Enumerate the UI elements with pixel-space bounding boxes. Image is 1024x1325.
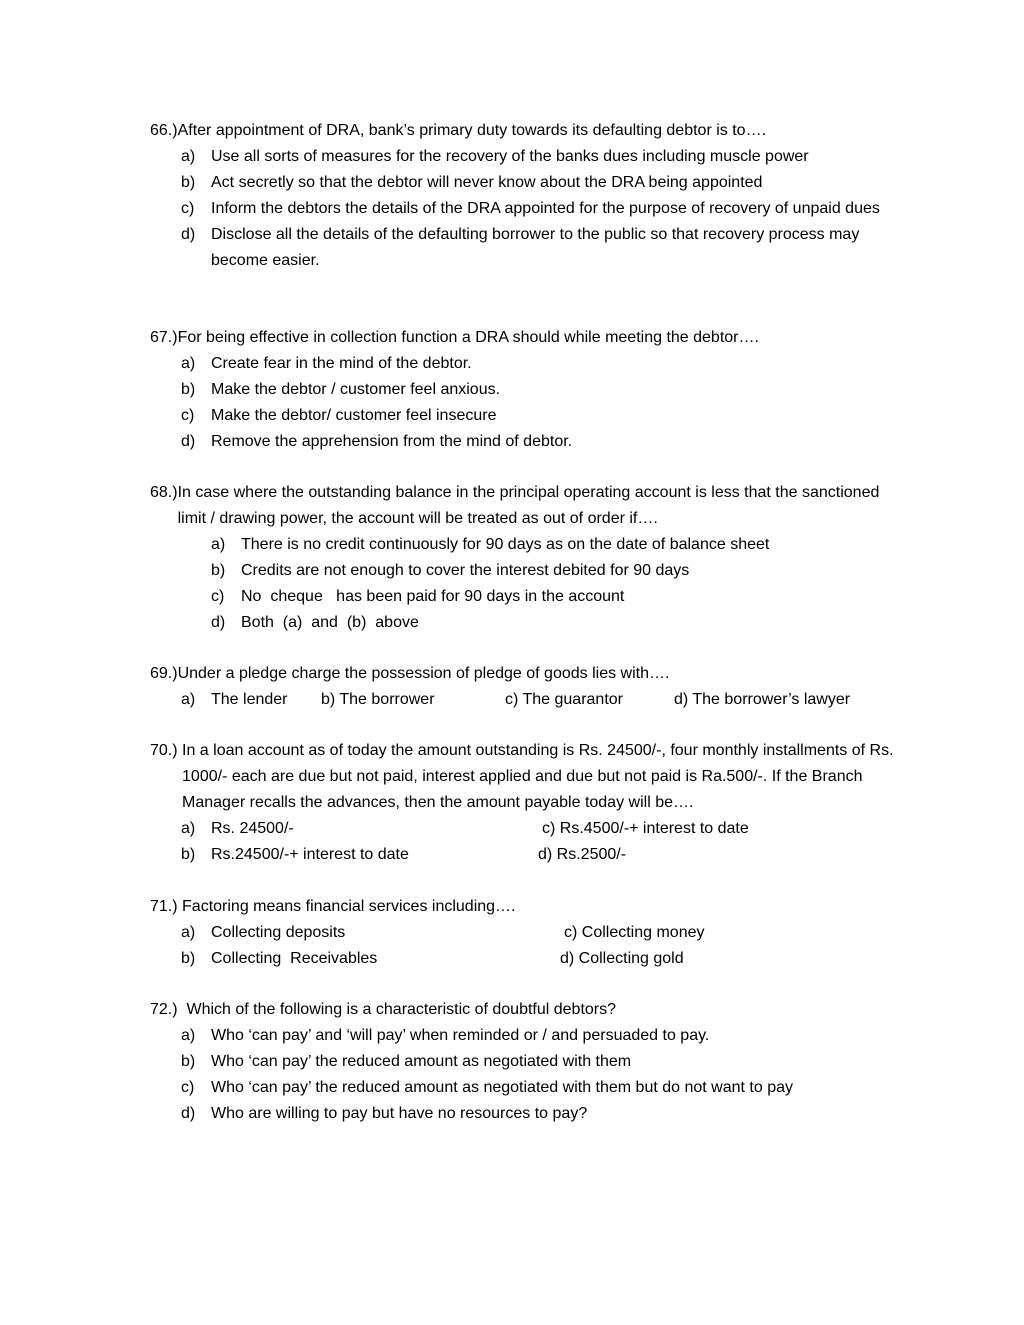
option-c bbox=[181, 196, 910, 222]
option-letter: a) bbox=[181, 820, 196, 837]
option-letter: b) bbox=[181, 1053, 196, 1070]
question-text: Factoring means financial services including…. bbox=[182, 898, 516, 915]
option-letter: a) bbox=[181, 148, 196, 165]
question-71 bbox=[150, 894, 910, 972]
option-letter: c) bbox=[181, 200, 195, 217]
option-text: Inform the debtors the details of the DRA appointed for the purpose of recovery of unpaid dues bbox=[211, 200, 880, 217]
option-a bbox=[181, 1023, 910, 1049]
option-text: There is no credit continuously for 90 days as on the date of balance sheet bbox=[241, 536, 770, 553]
question-stem bbox=[150, 325, 910, 351]
question-72 bbox=[150, 997, 910, 1127]
option-b bbox=[181, 170, 910, 196]
option-a bbox=[211, 532, 910, 558]
option-b bbox=[181, 377, 910, 403]
option-letter: b) bbox=[181, 174, 196, 191]
option-a bbox=[181, 351, 910, 377]
option-text: Use all sorts of measures for the recovery of the banks dues including muscle power bbox=[211, 148, 809, 165]
question-stem bbox=[150, 661, 910, 687]
option-text: Act secretly so that the debtor will never know about the DRA being appointed bbox=[211, 174, 763, 191]
question-text: Under a pledge charge the possession of pledge of goods lies with…. bbox=[177, 665, 670, 682]
option-letter: d) bbox=[181, 226, 196, 243]
option-row bbox=[181, 687, 910, 713]
question-69 bbox=[150, 661, 910, 713]
option-d bbox=[181, 1101, 910, 1127]
question-number: 69.) bbox=[150, 665, 178, 682]
option-letter: b) bbox=[181, 950, 196, 967]
option-text: Disclose all the details of the defaulting borrower to the public so that recovery process may become easier. bbox=[211, 226, 860, 269]
option-b: b) The borrower bbox=[321, 691, 435, 708]
question-stem bbox=[150, 997, 910, 1023]
option-d bbox=[181, 429, 910, 455]
option-c: c) The guarantor bbox=[505, 691, 623, 708]
option-letter: a) bbox=[181, 924, 196, 941]
option-text: Who ‘can pay’ the reduced amount as negotiated with them bbox=[211, 1053, 632, 1070]
question-stem bbox=[150, 738, 910, 816]
question-66 bbox=[150, 118, 910, 274]
option-letter: a) bbox=[181, 691, 196, 708]
question-text: After appointment of DRA, bank’s primary duty towards its defaulting debtor is to…. bbox=[177, 122, 767, 139]
option-letter: b) bbox=[181, 381, 196, 398]
option-list bbox=[150, 144, 910, 274]
option-b bbox=[181, 1049, 910, 1075]
option-text: Remove the apprehension from the mind of debtor. bbox=[211, 433, 573, 450]
option-c bbox=[211, 584, 910, 610]
option-d: d) The borrower’s lawyer bbox=[674, 691, 851, 708]
option-letter: d) bbox=[181, 433, 196, 450]
question-70 bbox=[150, 738, 910, 868]
option-text: Credits are not enough to cover the interest debited for 90 days bbox=[241, 562, 690, 579]
option-list bbox=[150, 351, 910, 455]
option-b bbox=[211, 558, 910, 584]
option-text: Create fear in the mind of the debtor. bbox=[211, 355, 472, 372]
option-b: Collecting Receivables bbox=[211, 950, 378, 967]
option-c: c) Collecting money bbox=[564, 924, 705, 941]
question-number: 68.) bbox=[150, 484, 178, 501]
question-number: 67.) bbox=[150, 329, 178, 346]
option-text: Who ‘can pay’ the reduced amount as negotiated with them but do not want to pay bbox=[211, 1079, 793, 1096]
option-letter: a) bbox=[181, 355, 196, 372]
option-letter: c) bbox=[181, 1079, 195, 1096]
option-letter: b) bbox=[211, 562, 226, 579]
option-text: No cheque has been paid for 90 days in the account bbox=[241, 588, 625, 605]
option-list bbox=[150, 1023, 910, 1127]
question-text: In a loan account as of today the amount outstanding is Rs. 24500/-, four monthly installments of Rs. 1000/- each are due but not paid, interest applied and due but not paid is Ra.500/-. If the Branch Manager recalls the advances, then the amount payable today will be…. bbox=[182, 742, 894, 811]
option-d bbox=[211, 610, 910, 636]
option-text: Who are willing to pay but have no resources to pay? bbox=[211, 1105, 588, 1122]
option-c bbox=[181, 1075, 910, 1101]
question-number: 70.) bbox=[150, 742, 183, 759]
option-letter: a) bbox=[211, 536, 226, 553]
question-stem bbox=[150, 118, 910, 144]
question-number: 66.) bbox=[150, 122, 178, 139]
option-d: d) Rs.2500/- bbox=[538, 846, 627, 863]
option-a: Collecting deposits bbox=[211, 924, 346, 941]
option-text: Who ‘can pay’ and ‘will pay’ when reminded or / and persuaded to pay. bbox=[211, 1027, 710, 1044]
option-text: Make the debtor / customer feel anxious. bbox=[211, 381, 501, 398]
option-a: Rs. 24500/- bbox=[211, 820, 294, 837]
option-d bbox=[181, 222, 910, 274]
option-row bbox=[181, 842, 910, 868]
option-list bbox=[150, 532, 910, 636]
option-c: c) Rs.4500/-+ interest to date bbox=[542, 820, 749, 837]
option-letter: d) bbox=[181, 1105, 196, 1122]
question-stem bbox=[150, 480, 910, 532]
question-number: 72.) bbox=[150, 1001, 187, 1018]
option-letter: d) bbox=[211, 614, 226, 631]
option-letter: b) bbox=[181, 846, 196, 863]
option-row bbox=[181, 946, 910, 972]
question-stem bbox=[150, 894, 910, 920]
option-letter: c) bbox=[211, 588, 225, 605]
option-row bbox=[181, 920, 910, 946]
option-b: Rs.24500/-+ interest to date bbox=[211, 846, 409, 863]
question-68 bbox=[150, 480, 910, 636]
question-67 bbox=[150, 325, 910, 455]
option-c bbox=[181, 403, 910, 429]
question-text: Which of the following is a characteristic of doubtful debtors? bbox=[186, 1001, 617, 1018]
option-text: Both (a) and (b) above bbox=[241, 614, 419, 631]
option-letter: a) bbox=[181, 1027, 196, 1044]
option-a bbox=[181, 144, 910, 170]
option-a: The lender bbox=[211, 691, 288, 708]
question-text: For being effective in collection function a DRA should while meeting the debtor…. bbox=[177, 329, 759, 346]
option-d: d) Collecting gold bbox=[560, 950, 684, 967]
question-text: In case where the outstanding balance in the principal operating account is less that the sanctioned limit / drawing power, the account will be treated as out of order if…. bbox=[177, 484, 880, 527]
option-letter: c) bbox=[181, 407, 195, 424]
question-number: 71.) bbox=[150, 898, 183, 915]
option-row bbox=[181, 816, 910, 842]
option-text: Make the debtor/ customer feel insecure bbox=[211, 407, 497, 424]
